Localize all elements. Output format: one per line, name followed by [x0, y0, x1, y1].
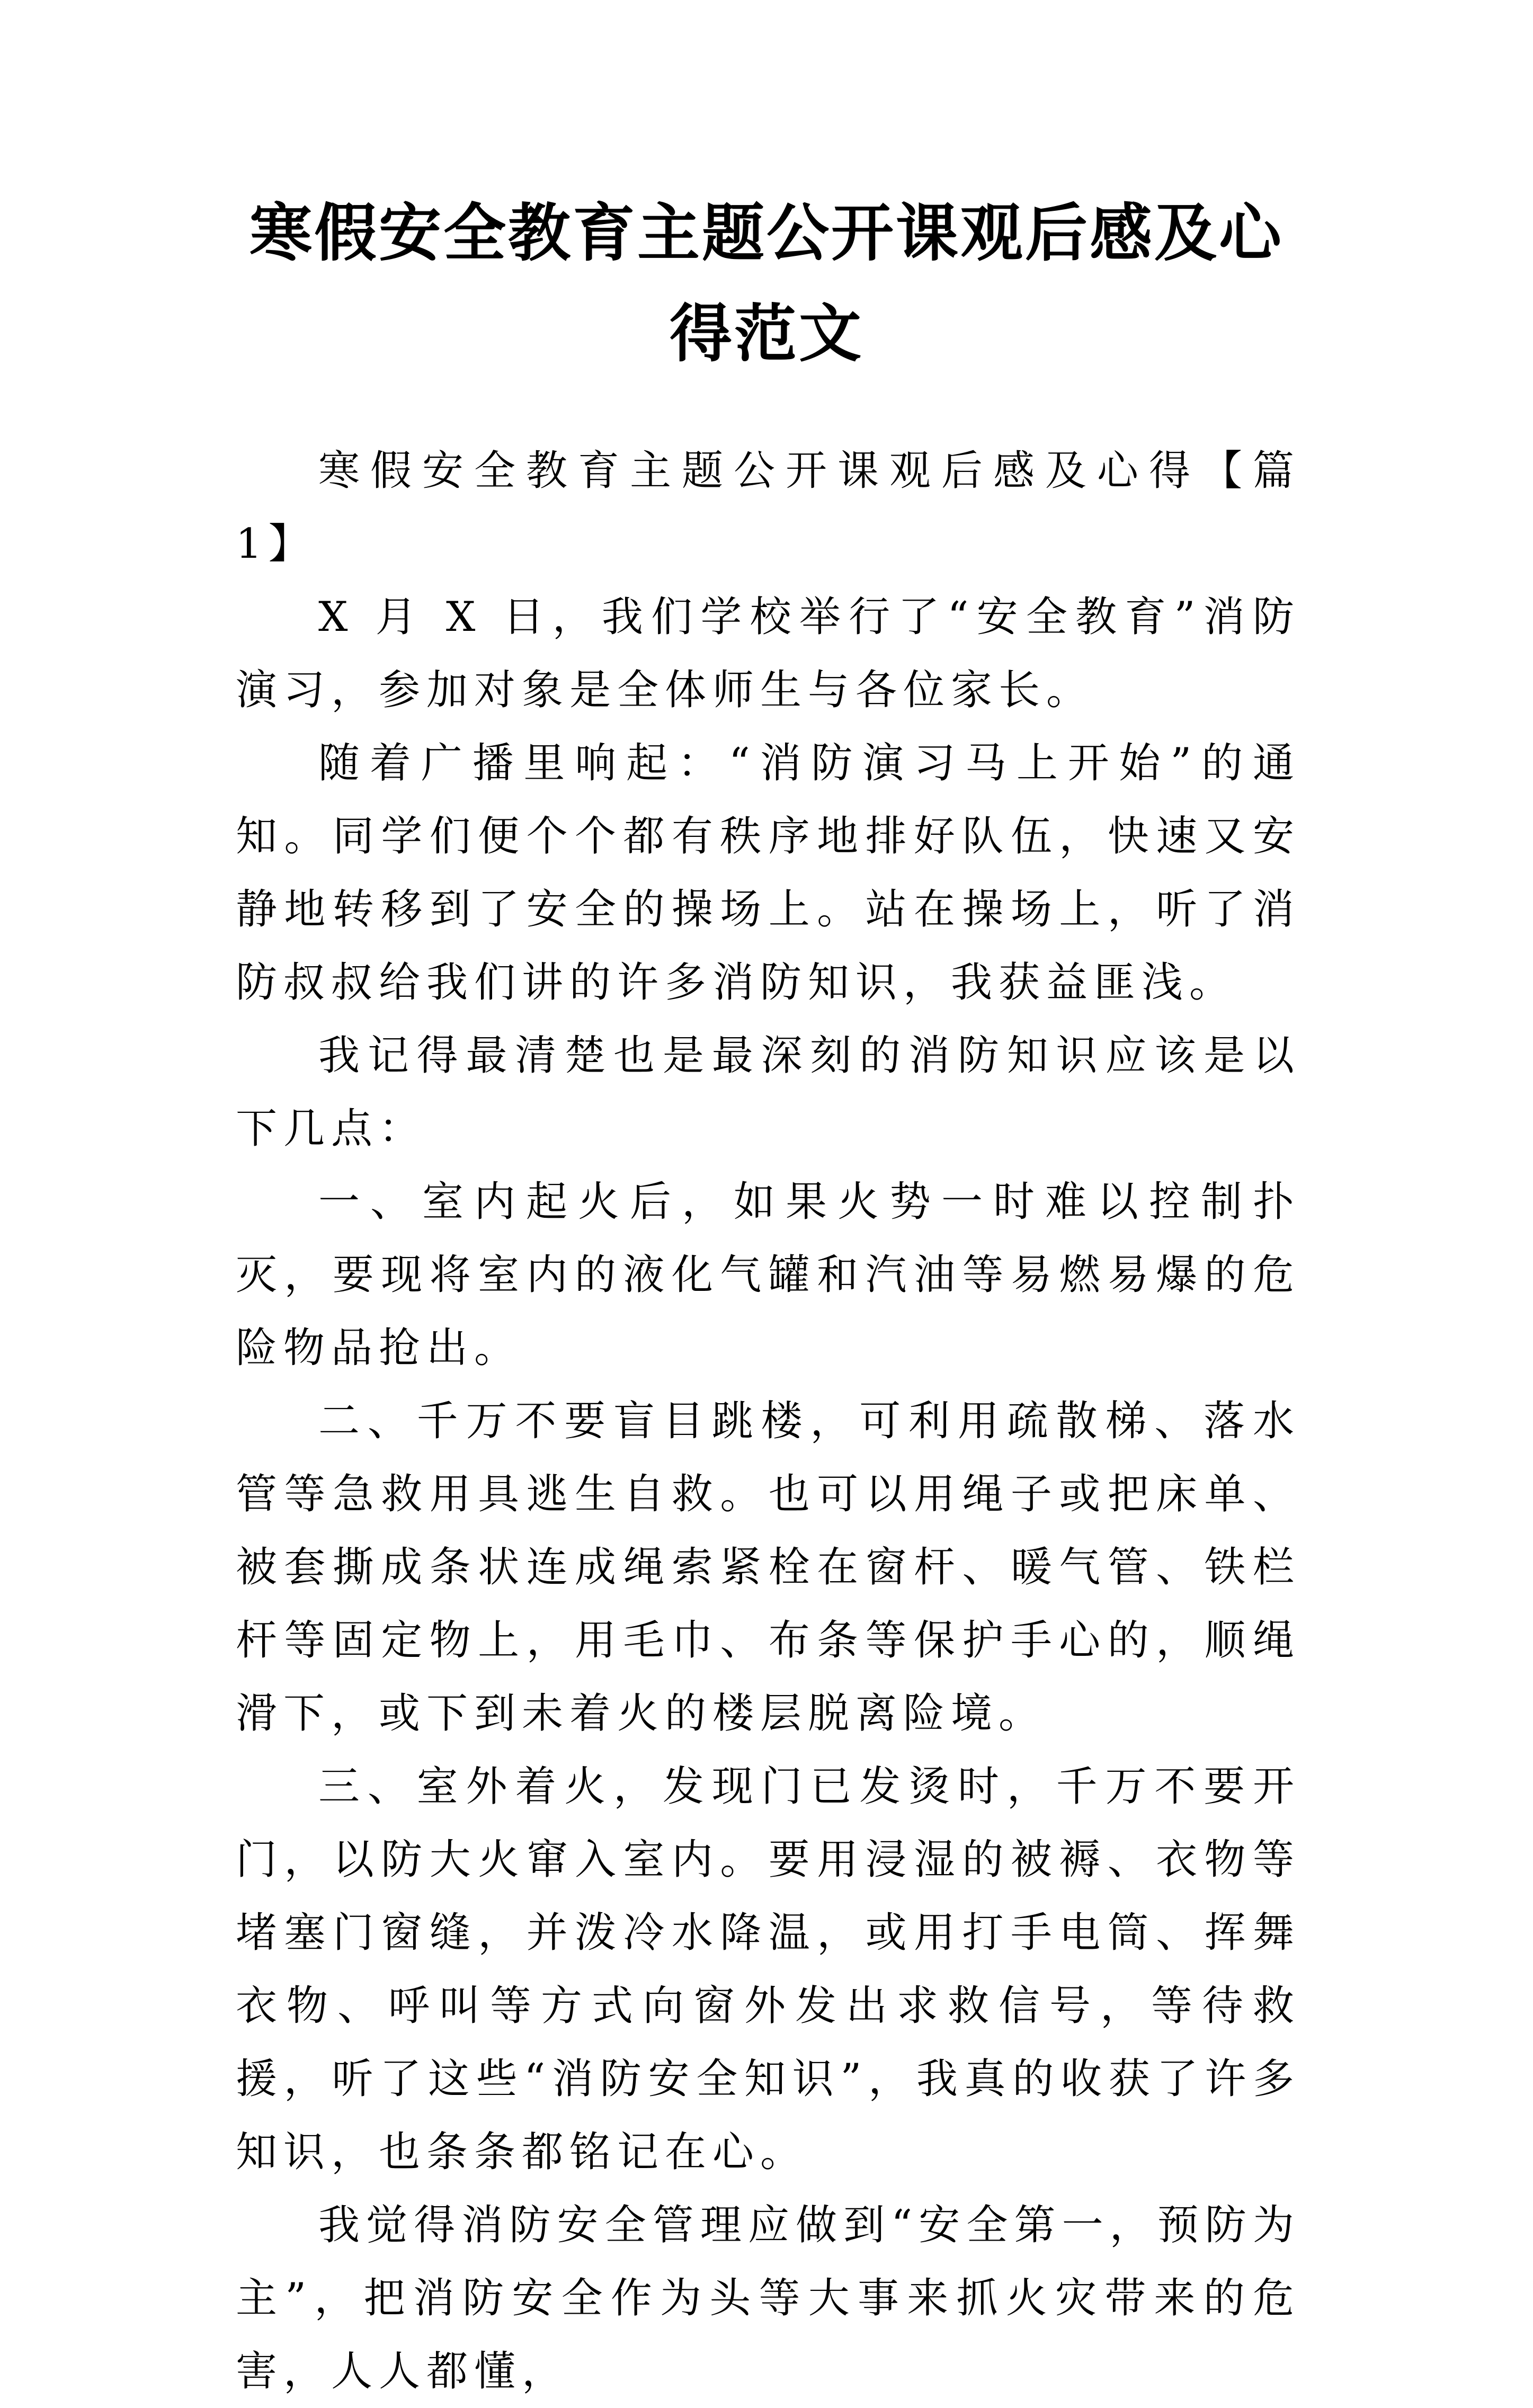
- paragraph-2: 随着广播里响起：“消防演习马上开始”的通知。同学们便个个都有秩序地排好队伍，快速又安静地转移到了安全的操场上。站在操场上，听了消防叔叔给我们讲的许多消防知识，我获益匪浅。: [236, 739, 1300, 1006]
- document-body: [236, 434, 1300, 2408]
- paragraph-1: X 月 X 日，我们学校举行了“安全教育”消防演习，参加对象是全体师生与各位家长。: [236, 593, 1300, 714]
- paragraph-5: 二、千万不要盲目跳楼，可利用疏散梯、落水管等急救用具逃生自救。也可以用绳子或把床单、被套撕成条状连成绳索紧栓在窗杆、暖气管、铁栏杆等固定物上，用毛巾、布条等保护手心的，顺绳滑下，或下到未着火的楼层脱离险境。: [236, 1397, 1300, 1737]
- paragraph-7: 我觉得消防安全管理应做到“安全第一，预防为主”，把消防安全作为头等大事来抓火灾带来的危害，人人都懂，: [236, 2201, 1300, 2395]
- paragraph-4: 一、室内起火后，如果火势一时难以控制扑灭，要现将室内的液化气罐和汽油等易燃易爆的危险物品抢出。: [236, 1178, 1300, 1372]
- section-heading: 寒假安全教育主题公开课观后感及心得【篇 1】: [236, 447, 1300, 568]
- paragraph-6: 三、室外着火，发现门已发烫时，千万不要开门，以防大火窜入室内。要用浸湿的被褥、衣物等堵塞门窗缝，并泼冷水降温，或用打手电筒、挥舞衣物、呼叫等方式向窗外发出求救信号，等待救援，听了这些“消防安全知识”，我真的收获了许多知识，也条条都铭记在心。: [236, 1763, 1300, 2176]
- paragraph-3: 我记得最清楚也是最深刻的消防知识应该是以下几点：: [236, 1032, 1300, 1153]
- document-title: 寒假安全教育主题公开课观后感及心得范文: [249, 196, 1284, 370]
